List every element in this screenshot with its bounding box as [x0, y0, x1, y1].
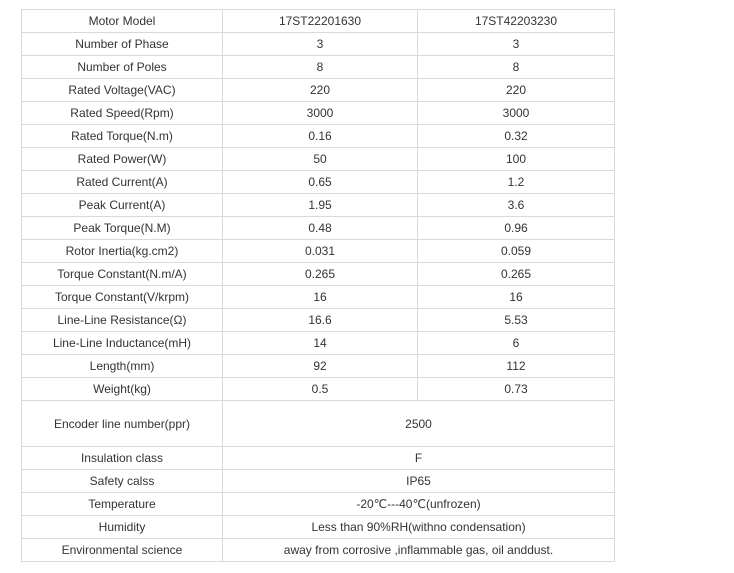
model-b-value: 0.73 [418, 378, 615, 401]
row-label: Humidity [22, 516, 223, 539]
merged-table-row [22, 470, 615, 493]
row-label: Rated Voltage(VAC) [22, 79, 223, 102]
merged-table-row [22, 516, 615, 539]
shared-value: away from corrosive ,inflammable gas, oil anddust. [223, 539, 615, 562]
merged-table-row [22, 539, 615, 562]
motor-spec-table [21, 9, 615, 562]
row-label: Line-Line Resistance(Ω) [22, 309, 223, 332]
row-label: Number of Phase [22, 33, 223, 56]
row-label: Rotor Inertia(kg.cm2) [22, 240, 223, 263]
table-row [22, 56, 615, 79]
row-label: Number of Poles [22, 56, 223, 79]
row-label: Insulation class [22, 447, 223, 470]
model-b-value: 0.265 [418, 263, 615, 286]
row-label: Weight(kg) [22, 378, 223, 401]
table-row [22, 79, 615, 102]
row-label: Rated Torque(N.m) [22, 125, 223, 148]
row-label: Temperature [22, 493, 223, 516]
shared-value: -20℃---40℃(unfrozen) [223, 493, 615, 516]
table-row [22, 286, 615, 309]
row-label: Peak Current(A) [22, 194, 223, 217]
row-label: Rated Speed(Rpm) [22, 102, 223, 125]
model-a-value: 0.16 [223, 125, 418, 148]
table-row [22, 355, 615, 378]
model-a-value: 92 [223, 355, 418, 378]
table-row [22, 240, 615, 263]
model-a-value: 50 [223, 148, 418, 171]
model-a-value: 0.031 [223, 240, 418, 263]
model-a-value: 1.95 [223, 194, 418, 217]
model-b-value: 1.2 [418, 171, 615, 194]
table-row [22, 171, 615, 194]
row-label: Length(mm) [22, 355, 223, 378]
table-row [22, 309, 615, 332]
table-row [22, 102, 615, 125]
model-a-value: 0.48 [223, 217, 418, 240]
model-b-value: 0.059 [418, 240, 615, 263]
model-b-value: 3.6 [418, 194, 615, 217]
model-a-value: 8 [223, 56, 418, 79]
model-a-value: 0.65 [223, 171, 418, 194]
merged-table-row [22, 493, 615, 516]
model-b-value: 0.32 [418, 125, 615, 148]
row-label: Environmental science [22, 539, 223, 562]
model-a-value: 0.265 [223, 263, 418, 286]
table-header-row [22, 10, 615, 33]
model-a-value: 14 [223, 332, 418, 355]
merged-table-row [22, 447, 615, 470]
model-a-header: 17ST22201630 [223, 10, 418, 33]
model-b-value: 16 [418, 286, 615, 309]
model-a-value: 220 [223, 79, 418, 102]
row-label: Torque Constant(N.m/A) [22, 263, 223, 286]
table-row [22, 33, 615, 56]
model-b-value: 100 [418, 148, 615, 171]
table-row [22, 263, 615, 286]
model-b-value: 0.96 [418, 217, 615, 240]
shared-value: F [223, 447, 615, 470]
row-label: Rated Current(A) [22, 171, 223, 194]
model-b-value: 8 [418, 56, 615, 79]
shared-value: 2500 [223, 401, 615, 447]
row-label: Torque Constant(V/krpm) [22, 286, 223, 309]
row-label: Safety calss [22, 470, 223, 493]
row-label: Peak Torque(N.M) [22, 217, 223, 240]
model-b-value: 220 [418, 79, 615, 102]
model-a-value: 3000 [223, 102, 418, 125]
model-b-value: 3 [418, 33, 615, 56]
model-b-value: 5.53 [418, 309, 615, 332]
row-label: Rated Power(W) [22, 148, 223, 171]
shared-value: Less than 90%RH(withno condensation) [223, 516, 615, 539]
shared-value: IP65 [223, 470, 615, 493]
model-b-value: 3000 [418, 102, 615, 125]
model-a-value: 16 [223, 286, 418, 309]
model-a-value: 3 [223, 33, 418, 56]
table-row [22, 125, 615, 148]
table-row [22, 148, 615, 171]
merged-table-row [22, 401, 615, 447]
table-row [22, 378, 615, 401]
table-row [22, 217, 615, 240]
row-label: Line-Line Inductance(mH) [22, 332, 223, 355]
header-label-cell: Motor Model [22, 10, 223, 33]
model-a-value: 0.5 [223, 378, 418, 401]
table-row [22, 332, 615, 355]
model-a-value: 16.6 [223, 309, 418, 332]
table-row [22, 194, 615, 217]
row-label: Encoder line number(ppr) [22, 401, 223, 447]
model-b-value: 6 [418, 332, 615, 355]
model-b-header: 17ST42203230 [418, 10, 615, 33]
model-b-value: 112 [418, 355, 615, 378]
